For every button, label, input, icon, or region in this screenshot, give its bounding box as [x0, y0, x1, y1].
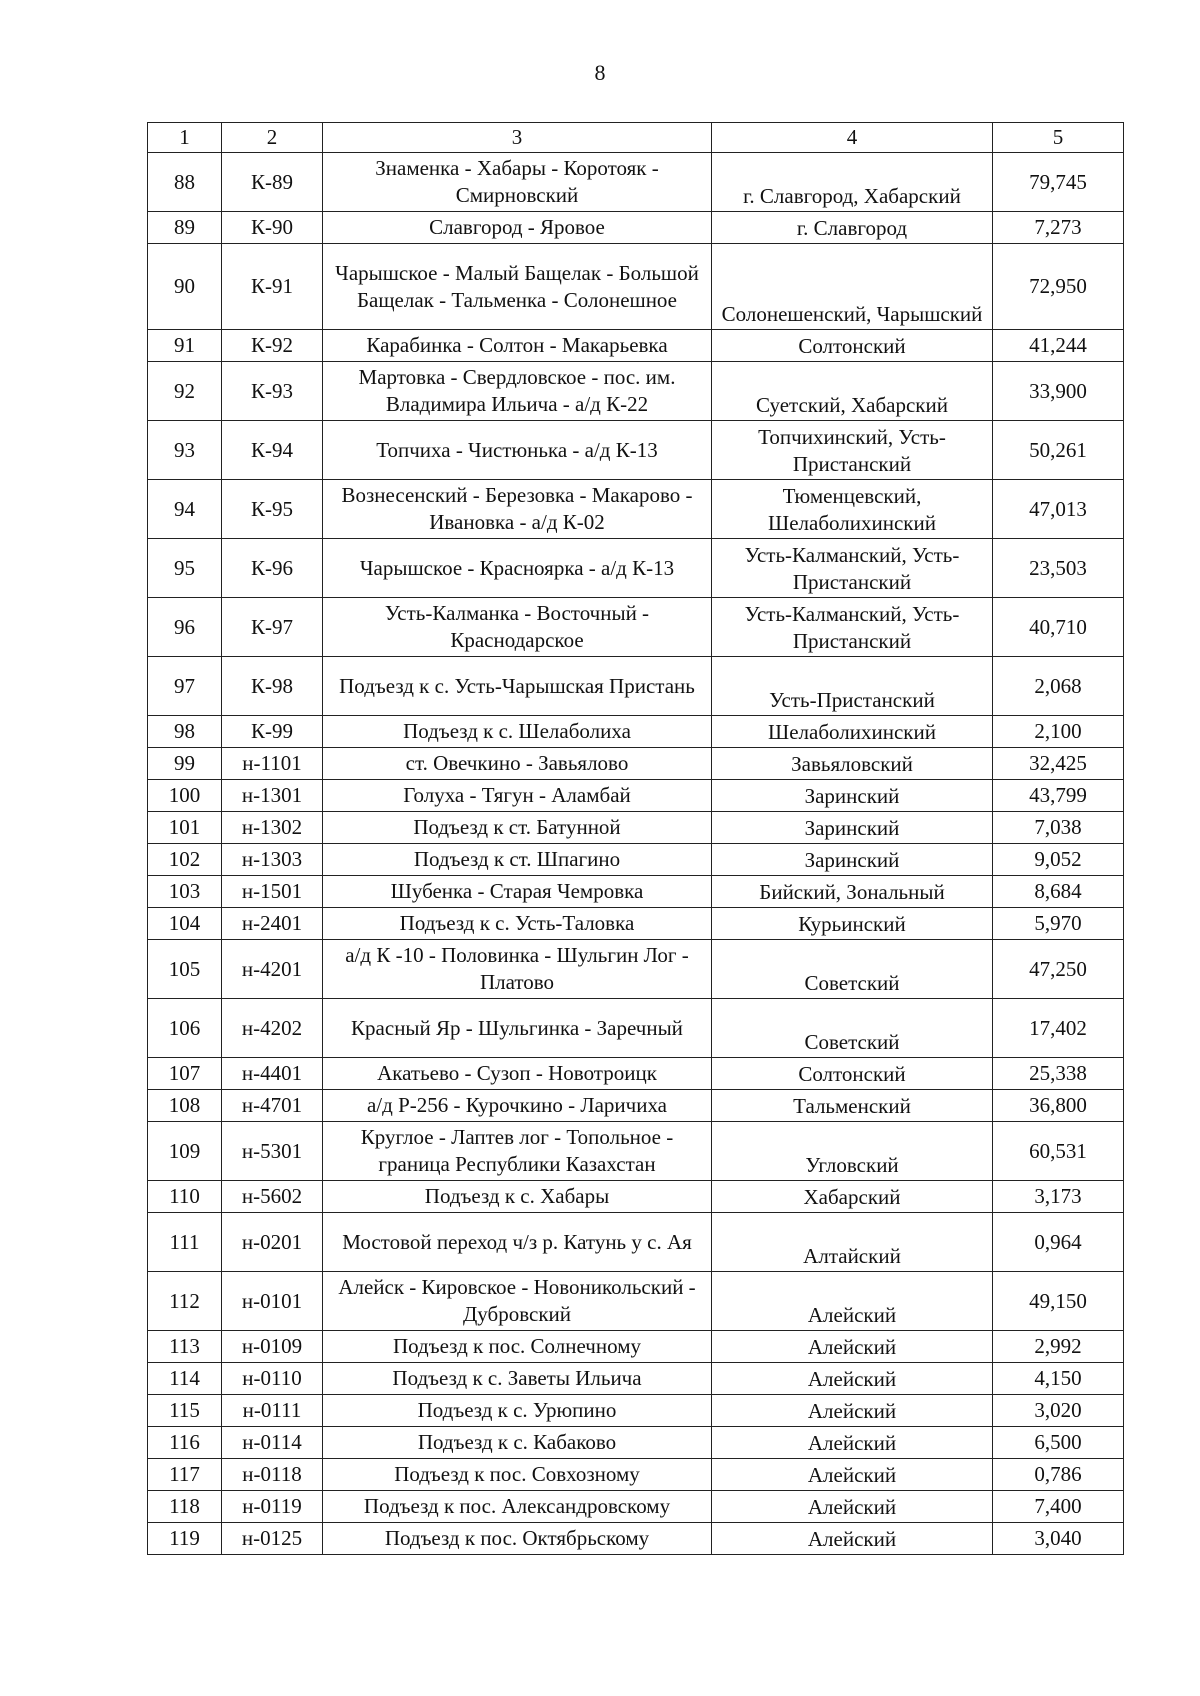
header-cell: 5	[993, 123, 1124, 153]
table-row	[148, 1491, 1124, 1523]
road-code-cell: н-0114	[222, 1427, 323, 1459]
length-cell: 32,425	[993, 748, 1124, 780]
length-cell: 7,400	[993, 1491, 1124, 1523]
district-cell: Хабарский	[712, 1181, 993, 1213]
district-cell: Солонешенский, Чарышский	[712, 244, 993, 330]
road-code-cell: К-91	[222, 244, 323, 330]
district-cell: Солтонский	[712, 1058, 993, 1090]
road-code-cell: н-0110	[222, 1363, 323, 1395]
route-name-cell: Подъезд к пос. Октябрьскому	[323, 1523, 712, 1555]
length-cell: 2,068	[993, 657, 1124, 716]
district-cell: Алейский	[712, 1523, 993, 1555]
length-cell: 0,964	[993, 1213, 1124, 1272]
road-code-cell: н-5301	[222, 1122, 323, 1181]
road-code-cell: н-0125	[222, 1523, 323, 1555]
road-code-cell: К-96	[222, 539, 323, 598]
route-name-cell: Подъезд к ст. Шпагино	[323, 844, 712, 876]
road-code-cell: н-4401	[222, 1058, 323, 1090]
table-row	[148, 598, 1124, 657]
route-name-cell: Красный Яр - Шульгинка - Заречный	[323, 999, 712, 1058]
row-number-cell: 111	[148, 1213, 222, 1272]
table-row	[148, 716, 1124, 748]
route-name-cell: Подъезд к пос. Совхозному	[323, 1459, 712, 1491]
table-row	[148, 539, 1124, 598]
route-name-cell: Славгород - Яровое	[323, 212, 712, 244]
row-number-cell: 94	[148, 480, 222, 539]
row-number-cell: 102	[148, 844, 222, 876]
table-row	[148, 153, 1124, 212]
road-code-cell: н-1301	[222, 780, 323, 812]
road-code-cell: н-1303	[222, 844, 323, 876]
length-cell: 5,970	[993, 908, 1124, 940]
district-cell: Усть-Калманский, Усть-Пристанский	[712, 598, 993, 657]
table-row	[148, 1331, 1124, 1363]
table-header-row	[148, 123, 1124, 153]
district-cell: Алтайский	[712, 1213, 993, 1272]
route-name-cell: Акатьево - Сузоп - Новотроицк	[323, 1058, 712, 1090]
road-code-cell: К-98	[222, 657, 323, 716]
district-cell: Усть-Пристанский	[712, 657, 993, 716]
district-cell: Завьяловский	[712, 748, 993, 780]
district-cell: Заринский	[712, 780, 993, 812]
row-number-cell: 98	[148, 716, 222, 748]
length-cell: 3,173	[993, 1181, 1124, 1213]
district-cell: г. Славгород, Хабарский	[712, 153, 993, 212]
length-cell: 3,020	[993, 1395, 1124, 1427]
district-cell: Алейский	[712, 1427, 993, 1459]
route-name-cell: Чарышское - Малый Бащелак - Большой Бащелак - Тальменка - Солонешное	[323, 244, 712, 330]
road-code-cell: К-94	[222, 421, 323, 480]
district-cell: Алейский	[712, 1491, 993, 1523]
table-row	[148, 212, 1124, 244]
road-code-cell: К-93	[222, 362, 323, 421]
row-number-cell: 99	[148, 748, 222, 780]
row-number-cell: 117	[148, 1459, 222, 1491]
row-number-cell: 91	[148, 330, 222, 362]
header-cell: 3	[323, 123, 712, 153]
row-number-cell: 107	[148, 1058, 222, 1090]
row-number-cell: 96	[148, 598, 222, 657]
district-cell: Советский	[712, 999, 993, 1058]
table-row	[148, 844, 1124, 876]
table-row	[148, 876, 1124, 908]
table-row	[148, 657, 1124, 716]
district-cell: Заринский	[712, 812, 993, 844]
route-name-cell: Подъезд к с. Хабары	[323, 1181, 712, 1213]
length-cell: 2,992	[993, 1331, 1124, 1363]
row-number-cell: 105	[148, 940, 222, 999]
row-number-cell: 97	[148, 657, 222, 716]
route-name-cell: Вознесенский - Березовка - Макарово - Ивановка - а/д К-02	[323, 480, 712, 539]
route-name-cell: Алейск - Кировское - Новоникольский - Дубровский	[323, 1272, 712, 1331]
district-cell: Алейский	[712, 1331, 993, 1363]
route-name-cell: Круглое - Лаптев лог - Топольное - граница Республики Казахстан	[323, 1122, 712, 1181]
table-row	[148, 480, 1124, 539]
table-row	[148, 1395, 1124, 1427]
roads-table	[147, 122, 1124, 1555]
length-cell: 25,338	[993, 1058, 1124, 1090]
route-name-cell: Подъезд к пос. Солнечному	[323, 1331, 712, 1363]
route-name-cell: Топчиха - Чистюнька - а/д К-13	[323, 421, 712, 480]
district-cell: Алейский	[712, 1272, 993, 1331]
road-code-cell: н-2401	[222, 908, 323, 940]
road-code-cell: К-99	[222, 716, 323, 748]
table-row	[148, 1523, 1124, 1555]
row-number-cell: 104	[148, 908, 222, 940]
table-row	[148, 1213, 1124, 1272]
route-name-cell: Мостовой переход ч/з р. Катунь у с. Ая	[323, 1213, 712, 1272]
row-number-cell: 112	[148, 1272, 222, 1331]
route-name-cell: Усть-Калманка - Восточный - Краснодарское	[323, 598, 712, 657]
length-cell: 8,684	[993, 876, 1124, 908]
row-number-cell: 119	[148, 1523, 222, 1555]
row-number-cell: 116	[148, 1427, 222, 1459]
district-cell: Угловский	[712, 1122, 993, 1181]
route-name-cell: а/д К -10 - Половинка - Шульгин Лог - Платово	[323, 940, 712, 999]
length-cell: 17,402	[993, 999, 1124, 1058]
table-row	[148, 1272, 1124, 1331]
length-cell: 7,273	[993, 212, 1124, 244]
district-cell: Алейский	[712, 1363, 993, 1395]
length-cell: 47,250	[993, 940, 1124, 999]
road-code-cell: н-1302	[222, 812, 323, 844]
district-cell: Бийский, Зональный	[712, 876, 993, 908]
district-cell: Шелаболихинский	[712, 716, 993, 748]
district-cell: Советский	[712, 940, 993, 999]
header-cell: 1	[148, 123, 222, 153]
row-number-cell: 92	[148, 362, 222, 421]
length-cell: 47,013	[993, 480, 1124, 539]
table-row	[148, 421, 1124, 480]
roads-table-body	[148, 123, 1124, 1555]
route-name-cell: Подъезд к с. Усть-Чарышская Пристань	[323, 657, 712, 716]
table-row	[148, 1459, 1124, 1491]
district-cell: Тюменцевский, Шелаболихинский	[712, 480, 993, 539]
road-code-cell: К-97	[222, 598, 323, 657]
row-number-cell: 88	[148, 153, 222, 212]
route-name-cell: Подъезд к с. Кабаково	[323, 1427, 712, 1459]
length-cell: 50,261	[993, 421, 1124, 480]
road-code-cell: н-0109	[222, 1331, 323, 1363]
table-row	[148, 1122, 1124, 1181]
route-name-cell: ст. Овечкино - Завьялово	[323, 748, 712, 780]
length-cell: 60,531	[993, 1122, 1124, 1181]
header-cell: 4	[712, 123, 993, 153]
length-cell: 23,503	[993, 539, 1124, 598]
road-code-cell: н-0201	[222, 1213, 323, 1272]
route-name-cell: Подъезд к с. Усть-Таловка	[323, 908, 712, 940]
row-number-cell: 115	[148, 1395, 222, 1427]
road-code-cell: н-4202	[222, 999, 323, 1058]
district-cell: Тальменский	[712, 1090, 993, 1122]
table-row	[148, 330, 1124, 362]
district-cell: Алейский	[712, 1459, 993, 1491]
length-cell: 36,800	[993, 1090, 1124, 1122]
road-code-cell: К-92	[222, 330, 323, 362]
length-cell: 43,799	[993, 780, 1124, 812]
road-code-cell: н-0118	[222, 1459, 323, 1491]
table-row	[148, 1090, 1124, 1122]
header-cell: 2	[222, 123, 323, 153]
route-name-cell: Чарышское - Красноярка - а/д К-13	[323, 539, 712, 598]
table-row	[148, 940, 1124, 999]
district-cell: Топчихинский, Усть-Пристанский	[712, 421, 993, 480]
route-name-cell: Мартовка - Свердловское - пос. им. Владимира Ильича - а/д К-22	[323, 362, 712, 421]
route-name-cell: а/д Р-256 - Курочкино - Ларичиха	[323, 1090, 712, 1122]
table-row	[148, 999, 1124, 1058]
road-code-cell: н-0119	[222, 1491, 323, 1523]
page-number: 8	[594, 60, 606, 85]
road-code-cell: н-1101	[222, 748, 323, 780]
district-cell: Усть-Калманский, Усть-Пристанский	[712, 539, 993, 598]
table-row	[148, 1058, 1124, 1090]
length-cell: 0,786	[993, 1459, 1124, 1491]
length-cell: 2,100	[993, 716, 1124, 748]
route-name-cell: Подъезд к с. Заветы Ильича	[323, 1363, 712, 1395]
road-code-cell: К-90	[222, 212, 323, 244]
row-number-cell: 106	[148, 999, 222, 1058]
road-code-cell: н-0111	[222, 1395, 323, 1427]
district-cell: Суетский, Хабарский	[712, 362, 993, 421]
route-name-cell: Подъезд к ст. Батунной	[323, 812, 712, 844]
route-name-cell: Карабинка - Солтон - Макарьевка	[323, 330, 712, 362]
district-cell: Алейский	[712, 1395, 993, 1427]
length-cell: 72,950	[993, 244, 1124, 330]
row-number-cell: 95	[148, 539, 222, 598]
row-number-cell: 93	[148, 421, 222, 480]
row-number-cell: 118	[148, 1491, 222, 1523]
length-cell: 40,710	[993, 598, 1124, 657]
table-row	[148, 812, 1124, 844]
route-name-cell: Голуха - Тягун - Аламбай	[323, 780, 712, 812]
district-cell: Курьинский	[712, 908, 993, 940]
length-cell: 7,038	[993, 812, 1124, 844]
route-name-cell: Знаменка - Хабары - Коротояк - Смирновский	[323, 153, 712, 212]
route-name-cell: Подъезд к с. Урюпино	[323, 1395, 712, 1427]
district-cell: Заринский	[712, 844, 993, 876]
district-cell: г. Славгород	[712, 212, 993, 244]
row-number-cell: 114	[148, 1363, 222, 1395]
table-row	[148, 1181, 1124, 1213]
table-row	[148, 908, 1124, 940]
row-number-cell: 89	[148, 212, 222, 244]
route-name-cell: Шубенка - Старая Чемровка	[323, 876, 712, 908]
length-cell: 6,500	[993, 1427, 1124, 1459]
district-cell: Солтонский	[712, 330, 993, 362]
table-row	[148, 748, 1124, 780]
row-number-cell: 108	[148, 1090, 222, 1122]
road-code-cell: н-4201	[222, 940, 323, 999]
row-number-cell: 100	[148, 780, 222, 812]
length-cell: 33,900	[993, 362, 1124, 421]
table-row	[148, 1363, 1124, 1395]
road-code-cell: н-5602	[222, 1181, 323, 1213]
road-code-cell: н-0101	[222, 1272, 323, 1331]
length-cell: 79,745	[993, 153, 1124, 212]
length-cell: 3,040	[993, 1523, 1124, 1555]
road-code-cell: К-95	[222, 480, 323, 539]
road-code-cell: К-89	[222, 153, 323, 212]
length-cell: 41,244	[993, 330, 1124, 362]
table-row	[148, 244, 1124, 330]
row-number-cell: 113	[148, 1331, 222, 1363]
length-cell: 9,052	[993, 844, 1124, 876]
table-row	[148, 1427, 1124, 1459]
route-name-cell: Подъезд к пос. Александровскому	[323, 1491, 712, 1523]
row-number-cell: 109	[148, 1122, 222, 1181]
length-cell: 4,150	[993, 1363, 1124, 1395]
route-name-cell: Подъезд к с. Шелаболиха	[323, 716, 712, 748]
length-cell: 49,150	[993, 1272, 1124, 1331]
row-number-cell: 101	[148, 812, 222, 844]
row-number-cell: 90	[148, 244, 222, 330]
table-row	[148, 362, 1124, 421]
road-code-cell: н-4701	[222, 1090, 323, 1122]
row-number-cell: 110	[148, 1181, 222, 1213]
row-number-cell: 103	[148, 876, 222, 908]
table-row	[148, 780, 1124, 812]
road-code-cell: н-1501	[222, 876, 323, 908]
